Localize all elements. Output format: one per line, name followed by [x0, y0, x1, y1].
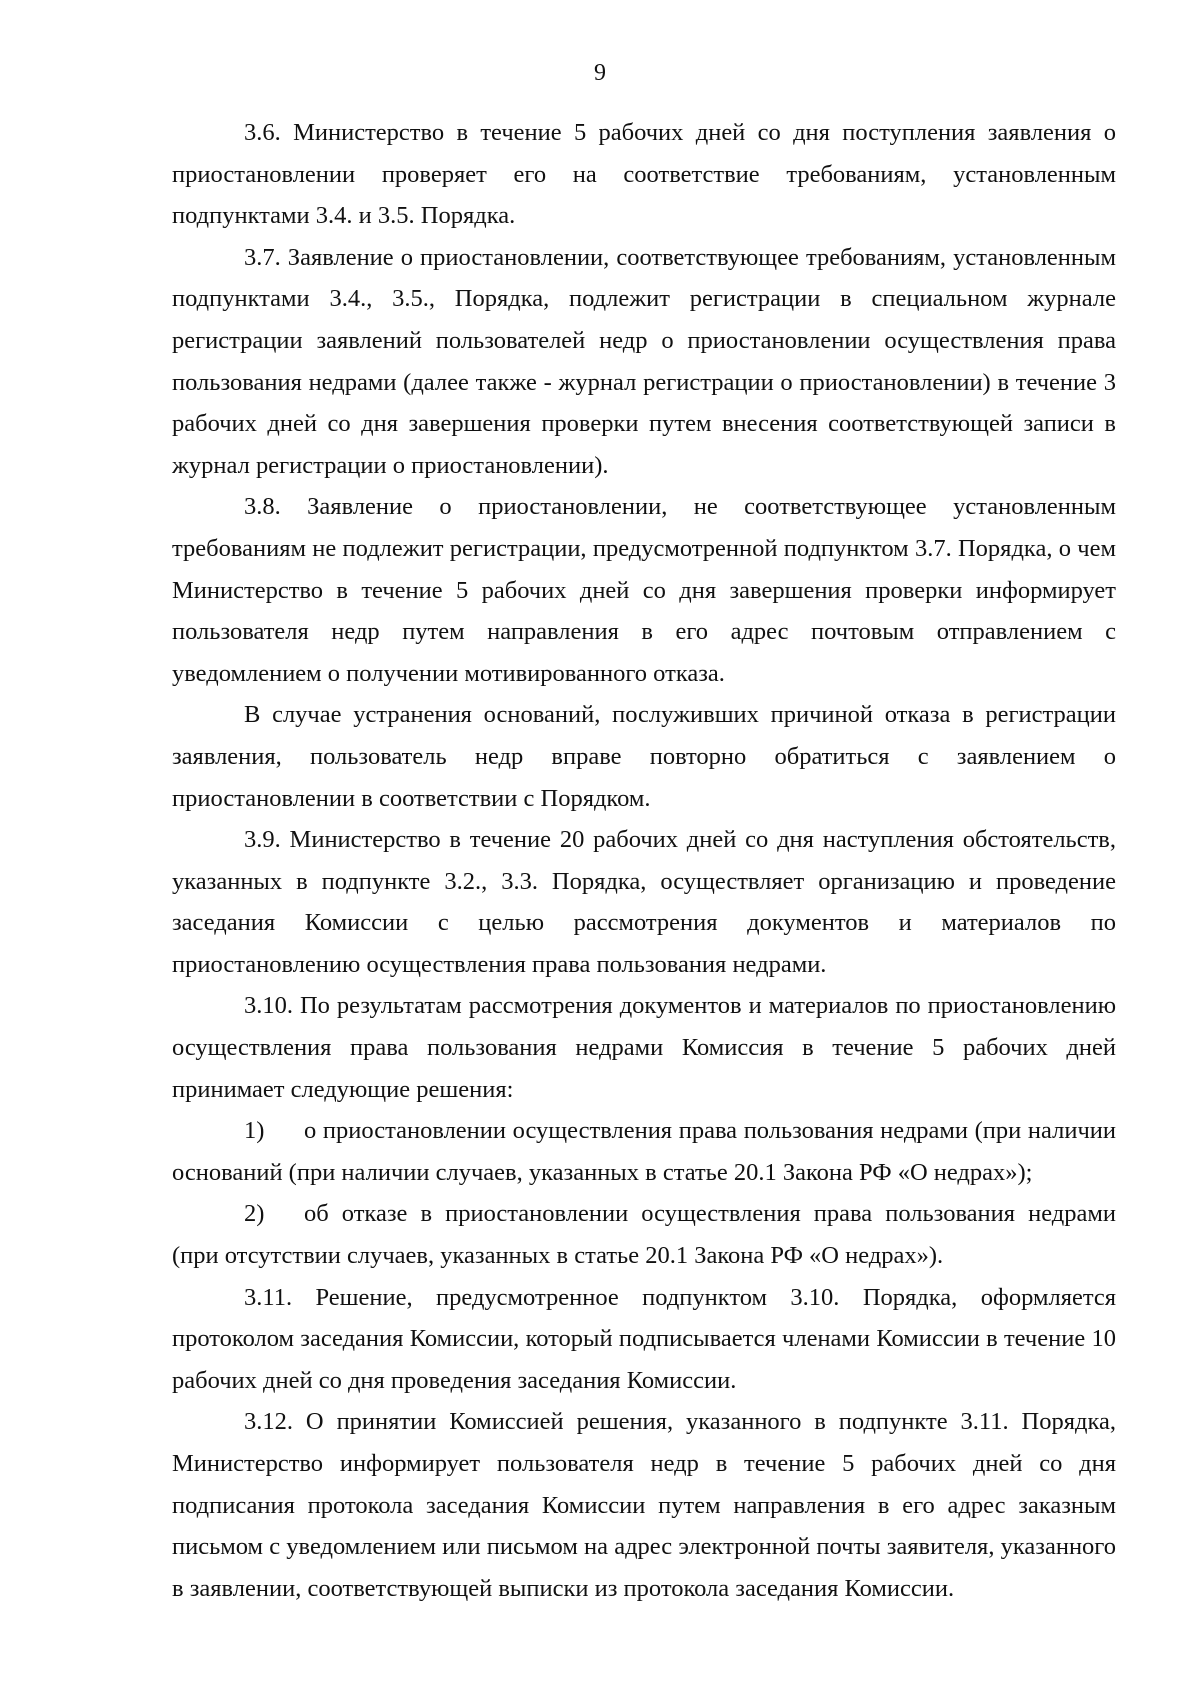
paragraph-3-9: 3.9. Министерство в течение 20 рабочих дней со дня наступления обстоятельств, указанных в подпункте 3.2., 3.3. Порядка, осуществляет организацию и проведение заседания Комиссии с целью рассмотрения документов и материалов по приостановлению осуществления права пользования недрами.: [172, 826, 1116, 978]
page-number: 9: [594, 60, 606, 86]
list-item-number: 2): [244, 1200, 265, 1228]
paragraph-3-6: 3.6. Министерство в течение 5 рабочих дней со дня поступления заявления о приостановлении проверяет его на соответствие требованиям, установленным подпунктами 3.4. и 3.5. Порядка.: [172, 119, 1116, 230]
list-item-text: об отказе в приостановлении осуществления права пользования недрами (при отсутствии случаев, указанных в статье 20.1 Закона РФ «О недрах»).: [172, 1200, 1116, 1270]
paragraph-repeat-application: В случае устранения оснований, послуживших причиной отказа в регистрации заявления, пользователь недр вправе повторно обратиться с заявлением о приостановлении в соответствии с Порядком.: [172, 701, 1116, 812]
paragraph-3-11: 3.11. Решение, предусмотренное подпунктом 3.10. Порядка, оформляется протоколом заседания Комиссии, который подписывается членами Комиссии в течение 10 рабочих дней со дня проведения заседания Комиссии.: [172, 1283, 1116, 1394]
list-item-text: о приостановлении осуществления права пользования недрами (при наличии оснований (при наличии случаев, указанных в статье 20.1 Закона РФ «О недрах»);: [172, 1117, 1116, 1186]
paragraph-3-8: 3.8. Заявление о приостановлении, не соответствующее установленным требованиям не подлежит регистрации, предусмотренной подпунктом 3.7. Порядка, о чем Министерство в течение 5 рабочих дней со дня завершения проверки информирует пользователя недр путем направления в его адрес почтовым отправлением с уведомлением о получении мотивированного отказа.: [172, 493, 1116, 687]
paragraph-3-10: 3.10. По результатам рассмотрения документов и материалов по приостановлению осуществления права пользования недрами Комиссия в течение 5 рабочих дней принимает следующие решения:: [172, 992, 1116, 1103]
list-item-1: [172, 1110, 1116, 1193]
paragraph-3-7: 3.7. Заявление о приостановлении, соответствующее требованиям, установленным подпунктами 3.4., 3.5., Порядка, подлежит регистрации в специальном журнале регистрации заявлений пользователей недр о приостановлении осуществления права пользования недрами (далее также - журнал регистрации о приостановлении) в течение 3 рабочих дней со дня завершения проверки путем внесения соответствующей записи в журнал регистрации о приостановлении).: [172, 243, 1116, 479]
paragraph-3-12: 3.12. О принятии Комиссией решения, указанного в подпункте 3.11. Порядка, Министерство информирует пользователя недр в течение 5 рабочих дней со дня подписания протокола заседания Комиссии путем направления в его адрес заказным письмом с уведомлением или письмом на адрес электронной почты заявителя, указанного в заявлении, соответствующей выписки из протокола заседания Комиссии.: [172, 1408, 1116, 1602]
list-item-2: [172, 1193, 1116, 1276]
document-body: [172, 112, 1116, 1609]
list-item-number: 1): [244, 1117, 265, 1145]
